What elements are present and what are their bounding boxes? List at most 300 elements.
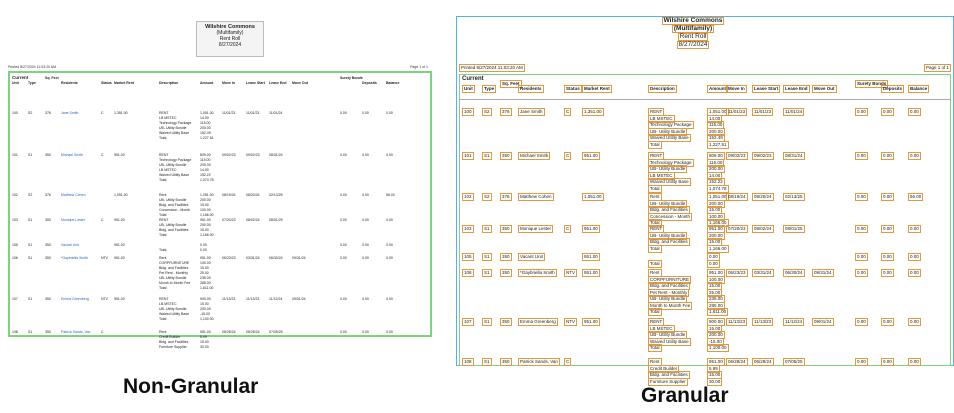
cell-deposits: 0.00 [883, 270, 892, 275]
amount-text: 200.00 [709, 128, 723, 134]
cell-lease-end: 02/13/25 [269, 193, 283, 197]
cell-lease-start: 08/02/24 [246, 218, 260, 222]
cell-move-in: 07/20/23 [728, 226, 746, 231]
charge-text: RENT [159, 111, 169, 115]
column-header: Residents [61, 81, 78, 85]
cell-sqft: 350 [45, 297, 51, 301]
amount-text: 200.00 [200, 198, 211, 202]
charge-text: RENT [650, 109, 663, 114]
column-header: Amount [200, 81, 214, 85]
charge-description [159, 345, 188, 350]
charge-descriptions [648, 318, 691, 351]
charge-text: RENT [650, 319, 663, 324]
report-header [196, 21, 264, 57]
cell-type: S1 [484, 359, 490, 364]
charge-description [159, 233, 188, 238]
cell-deposits: 0.00 [883, 254, 892, 259]
amount-text: 152.49 [709, 135, 723, 140]
cell-unit: 108 [464, 359, 472, 364]
charge-amounts [200, 111, 214, 141]
charge-text: Credit Builder [650, 365, 678, 371]
charge-text: Technology Package [650, 122, 692, 127]
cell-market: 1,051.00 [584, 194, 602, 199]
charge-text: Total [159, 317, 167, 321]
cell-status: C [566, 359, 570, 364]
charge-descriptions [648, 152, 694, 191]
cell-resident: Jane Smith [520, 109, 543, 114]
charge-text: UB- Utility Bundle [650, 232, 686, 238]
amount-text: 951.00 [200, 256, 211, 260]
charge-text: RENT [159, 153, 169, 157]
cell-move-in: 11/13/23 [222, 297, 236, 301]
cell-balance: 0.00 [910, 359, 919, 364]
charge-text: Waived Utility Base [159, 173, 190, 177]
cell-unit: 106 [12, 256, 18, 260]
report-title: Wilshire Commons [205, 24, 255, 30]
charge-amounts [707, 253, 720, 266]
cell-status: NTV [566, 270, 575, 275]
cell-sqft: 350 [45, 218, 51, 222]
charge-amount [200, 345, 211, 350]
charge-text: Pet Rent - Monthly [650, 289, 688, 295]
header-divider [460, 99, 950, 100]
cell-type: S1 [28, 153, 33, 157]
amount-text: 25.00 [200, 271, 209, 275]
cell-move-out: 09/31/24 [814, 270, 832, 275]
cell-type: S2 [28, 111, 33, 115]
amount-text: 951.00 [709, 270, 723, 275]
cell-sqft: 376 [45, 111, 51, 115]
amount-text: 0.00 [200, 248, 207, 252]
amount-text: 152.22 [200, 173, 211, 177]
cell-type: S1 [28, 256, 33, 260]
cell-resident: Michael Smith [61, 153, 83, 157]
charge-descriptions [648, 108, 694, 147]
column-header: Balance [386, 81, 400, 85]
column-header: Unit [12, 81, 19, 85]
cell-lease-start: 11/13/23 [754, 319, 772, 324]
cell-balance: 0.00 [910, 319, 919, 324]
cell-deposits: 0.00 [362, 193, 369, 197]
cell-lease-end: 08/31/24 [269, 153, 283, 157]
amount-text: 200.00 [709, 232, 723, 238]
charge-text: UB- Utility Bundle [650, 166, 686, 171]
charge-text: RENT [159, 297, 169, 301]
charge-text: Furniture Supplier [159, 345, 187, 349]
right-caption: Granular [641, 384, 729, 407]
cell-type: S1 [28, 330, 33, 334]
amount-text: 1,611.00 [200, 286, 214, 290]
charge-text: Total [650, 260, 660, 266]
charge-text: UB- Utility Bundle [159, 163, 187, 167]
charge-text: LB MSTEC [650, 115, 673, 121]
cell-surety: 0.00 [857, 109, 866, 114]
charge-text: UB- Utility Bundle [159, 223, 187, 227]
cell-move-out: 09/01/24 [292, 297, 306, 301]
column-header: Sq. Feet [45, 76, 59, 80]
amount-text: 1,227.51 [709, 141, 727, 147]
amount-text: 1,166.00 [200, 233, 214, 237]
amount-text: 5.99 [200, 335, 207, 339]
cell-move-in: 06/28/24 [222, 330, 236, 334]
amount-text: 285.00 [709, 302, 723, 308]
amount-text: 100.00 [200, 208, 211, 212]
cell-balance: 56.00 [386, 193, 395, 197]
column-header: Status [101, 81, 112, 85]
cell-sqft: 350 [502, 270, 510, 275]
column-header: Type [484, 86, 495, 91]
cell-balance: 0.00 [910, 226, 919, 231]
cell-market: 951.00 [114, 218, 125, 222]
column-header: Market Rent [584, 86, 610, 91]
charge-amounts [707, 358, 725, 384]
charge-text: Total [650, 185, 660, 191]
cell-balance: 0.00 [910, 254, 919, 259]
report-name: Rent Roll [219, 36, 241, 42]
cell-balance: 0.00 [386, 153, 393, 157]
amount-text: 200.00 [709, 332, 723, 337]
cell-lease-start: 09/02/23 [754, 153, 772, 158]
amount-text: 1,074.78 [709, 185, 727, 191]
amount-text: 15.00 [200, 266, 209, 270]
cell-sqft: 350 [45, 153, 51, 157]
charge-descriptions [648, 225, 690, 251]
charge-amount [707, 185, 729, 192]
cell-resident: *Gaybriella Smith [520, 270, 555, 275]
charge-text: Pet Rent - Monthly [159, 271, 188, 275]
charge-text: Credit Builder [159, 335, 181, 339]
cell-lease-end: 11/12/24 [785, 319, 803, 324]
charge-text: Furniture Supplier [650, 378, 686, 384]
cell-type: S1 [484, 319, 490, 324]
non-granular-report [8, 18, 432, 349]
charge-amount [200, 248, 207, 253]
column-header: Lease Start [246, 81, 265, 85]
report-title: Wilshire Commons [663, 17, 723, 24]
cell-lease-end: 08/01/25 [269, 218, 283, 222]
amount-text: 1,166.00 [709, 220, 727, 225]
charge-text: UB- Utility Bundle [159, 126, 187, 130]
charge-text: Bldg. and Facilities [650, 239, 688, 244]
cell-market: 1,351.00 [114, 111, 128, 115]
charge-text: Rent [159, 256, 167, 260]
charge-amounts [200, 243, 207, 253]
charge-text: Total [159, 213, 167, 217]
charge-descriptions [159, 111, 191, 141]
charge-text: LB MSTEC [159, 168, 177, 172]
cell-move-in: 06/23/23 [222, 256, 236, 260]
cell-move-in: 07/20/23 [222, 218, 236, 222]
cell-market: 951.00 [584, 226, 598, 231]
charge-descriptions [648, 358, 690, 384]
cell-type: S2 [484, 194, 490, 199]
cell-market: 951.00 [584, 254, 598, 259]
charge-text: Bldg. and Facilities [159, 266, 189, 270]
amount-text: 25.00 [709, 289, 721, 295]
amount-text: 1,051.00 [200, 111, 214, 115]
column-header: Type [28, 81, 36, 85]
amount-text: 0.00 [200, 243, 207, 247]
charge-text: Month to Month Fee [159, 281, 191, 285]
cell-type: S1 [484, 254, 490, 259]
charge-descriptions [159, 218, 188, 238]
charge-descriptions [159, 153, 191, 183]
cell-market: 951.00 [114, 153, 125, 157]
cell-move-in: 08/19/24 [222, 193, 236, 197]
charge-amounts [200, 193, 214, 218]
cell-unit: 101 [12, 153, 18, 157]
column-header: Lease Start [754, 86, 779, 91]
charge-amount [200, 178, 214, 183]
page-indicator: Page 1 of 1 [925, 65, 949, 70]
charge-text: Total [159, 233, 167, 237]
cell-lease-start: 06/28/24 [754, 359, 772, 364]
charge-text: Waived Utility Base [159, 312, 190, 316]
cell-lease-end: 07/05/25 [269, 330, 283, 334]
amount-text: 100.00 [709, 213, 723, 219]
charge-text: UB- Utility Bundle [650, 332, 686, 337]
amount-text: 115.00 [709, 122, 723, 127]
amount-text: 30.00 [709, 378, 721, 384]
charge-description [159, 178, 191, 183]
charge-text: UB- Utility Bundle [159, 307, 187, 311]
amount-text: 14.00 [200, 116, 209, 120]
charge-text: Technology Package [650, 159, 692, 165]
cell-unit: 107 [464, 319, 472, 324]
section-label: Current [12, 75, 29, 80]
charge-text: Waived Utility Base [650, 338, 689, 344]
amount-text: 115.00 [709, 159, 723, 165]
cell-status: C [101, 330, 104, 334]
charge-amount [707, 344, 729, 351]
charge-amount [200, 233, 214, 238]
amount-text: 809.00 [709, 153, 723, 158]
cell-deposits: 0.00 [883, 194, 892, 199]
charge-description [159, 136, 191, 141]
cell-market: 951.00 [584, 319, 598, 324]
cell-lease-end: 07/05/25 [785, 359, 803, 364]
cell-status: C [101, 153, 104, 157]
report-name: Rent Roll [679, 33, 707, 40]
charge-text: Total [159, 178, 167, 182]
column-header: Sq. Feet [502, 81, 520, 86]
amount-text: -15.00 [200, 312, 210, 316]
cell-lease-start: 09/02/23 [246, 153, 260, 157]
charge-text: RENT [650, 153, 663, 158]
cell-deposits: 0.00 [362, 243, 369, 247]
amount-text: 15.00 [200, 340, 209, 344]
amount-text: 1,051.00 [709, 109, 727, 114]
column-header: Amount [709, 86, 726, 91]
column-header: Deposits [362, 81, 377, 85]
charge-text: Rent [650, 194, 660, 199]
amount-text: 15.00 [709, 372, 721, 377]
cell-balance: 0.00 [910, 109, 919, 114]
cell-surety: 0.00 [857, 359, 866, 364]
charge-text: LB MSTEC [159, 116, 177, 120]
charge-text: Concession - Month [650, 213, 691, 219]
cell-surety: 0.00 [857, 254, 866, 259]
column-header: Move In [222, 81, 236, 85]
amount-text: 951.00 [709, 226, 723, 231]
amount-text: 285.00 [200, 281, 211, 285]
amount-text: 951.00 [200, 218, 211, 222]
cell-deposits: 0.00 [362, 297, 369, 301]
cell-type: S1 [28, 243, 33, 247]
cell-type: S1 [484, 226, 490, 231]
cell-resident: Monique Lester [520, 226, 552, 231]
cell-surety: 0.00 [340, 111, 347, 115]
column-header: Move In [728, 86, 745, 91]
cell-move-out: 09/31/24 [292, 256, 306, 260]
cell-status: C [566, 153, 570, 158]
charge-text: Waived Utility Base [650, 179, 689, 184]
cell-resident: Jane Smith [61, 111, 79, 115]
charge-text: Rent [650, 270, 660, 275]
amount-text: 200.00 [709, 200, 723, 206]
cell-move-in: 08/19/24 [728, 194, 746, 199]
amount-text: 0.00 [709, 254, 718, 259]
cell-market: 1,051.00 [114, 193, 128, 197]
cell-deposits: 0.00 [883, 226, 892, 231]
amount-text: 1,166.00 [200, 213, 214, 217]
cell-lease-end: 06/30/24 [269, 256, 283, 260]
cell-type: S1 [28, 297, 33, 301]
cell-unit: 103 [464, 226, 472, 231]
charge-text: RENT [650, 226, 663, 231]
cell-deposits: 0.00 [883, 359, 892, 364]
charge-description [648, 260, 662, 267]
charge-text: CORPFURNITURE [159, 261, 190, 265]
cell-lease-end: 11/12/24 [269, 297, 283, 301]
cell-lease-start: 11/01/23 [246, 111, 260, 115]
cell-surety: 0.00 [857, 194, 866, 199]
cell-market: 951.00 [584, 270, 598, 275]
cell-surety: 0.00 [857, 319, 866, 324]
charge-text: Rent [650, 359, 660, 364]
cell-market: 951.00 [114, 256, 125, 260]
report-subtitle: (Multifamily) [673, 25, 713, 32]
cell-resident: Matthew Cohen [61, 193, 86, 197]
column-header: Lease End [269, 81, 287, 85]
cell-resident: Emma Greenberg [520, 319, 556, 324]
cell-resident: Matthew Cohen [520, 194, 552, 199]
charge-text: UB- Utility Bundle [650, 200, 686, 206]
charge-amounts [707, 269, 728, 315]
granular-report [456, 16, 954, 384]
cell-surety: 0.00 [857, 153, 866, 158]
charge-text: UB- Utility Bundle [159, 276, 187, 280]
column-header: Description [159, 81, 179, 85]
cell-unit: 107 [12, 297, 18, 301]
charge-descriptions [159, 256, 190, 291]
cell-lease-start: 11/01/23 [754, 109, 772, 114]
cell-balance: 0.00 [386, 330, 393, 334]
charge-amount [200, 286, 213, 291]
amount-text: 30.00 [200, 345, 209, 349]
amount-text: 15.00 [709, 283, 721, 288]
amount-text: 900.00 [709, 319, 723, 324]
cell-sqft: 350 [45, 256, 51, 260]
cell-unit: 103 [12, 218, 18, 222]
cell-lease-end: 11/01/24 [269, 111, 283, 115]
amount-text: 809.00 [200, 153, 211, 157]
charge-amount [707, 260, 720, 267]
page-indicator: Page 1 of 1 [410, 65, 428, 69]
cell-move-out: 09/01/24 [814, 319, 832, 324]
charge-amount [200, 136, 214, 141]
charge-amounts [200, 297, 214, 322]
cell-surety: 0.00 [340, 256, 347, 260]
cell-sqft: 376 [502, 109, 510, 114]
cell-resident: Monique Lester [61, 218, 86, 222]
cell-type: S2 [28, 193, 33, 197]
cell-deposits: 0.00 [362, 153, 369, 157]
charge-text: Bldg. and Facilities [650, 372, 688, 377]
charge-text: CORPFURNITURE [650, 276, 689, 282]
cell-market: 951.00 [114, 297, 125, 301]
cell-unit: 100 [12, 111, 18, 115]
amount-text: 1,051.00 [709, 194, 727, 199]
charge-text: RENT [159, 218, 169, 222]
amount-text: 200.00 [709, 166, 723, 171]
cell-balance: 0.00 [386, 111, 393, 115]
cell-surety: 0.00 [857, 226, 866, 231]
cell-surety: 0.00 [340, 243, 347, 247]
cell-deposits: 0.00 [362, 256, 369, 260]
cell-surety: 0.00 [340, 153, 347, 157]
cell-resident: Patrick Sands, Van [61, 330, 91, 334]
cell-sqft: 350 [502, 153, 510, 158]
column-header: Lease End [785, 86, 808, 91]
column-header: Surety Bonds [857, 81, 887, 86]
amount-text: 200.00 [200, 223, 211, 227]
cell-market: 1,351.00 [584, 109, 602, 114]
charge-text: Technology Package [159, 121, 192, 125]
charge-text: Total [159, 286, 167, 290]
table-frame [459, 74, 951, 384]
cell-lease-start: 03/31/24 [246, 256, 260, 260]
cell-type: S2 [484, 109, 490, 114]
charge-description [159, 286, 190, 291]
cell-unit: 102 [12, 193, 18, 197]
amount-text: 200.00 [200, 126, 211, 130]
cell-move-in: 09/02/23 [222, 153, 236, 157]
amount-text: 1,227.51 [200, 136, 214, 140]
cell-deposits: 0.00 [362, 218, 369, 222]
cell-deposits: 0.00 [883, 319, 892, 324]
charge-text: Total [650, 220, 660, 225]
charge-text: Total [650, 309, 660, 314]
cell-move-in: 11/01/23 [222, 111, 236, 115]
charge-amount [707, 245, 729, 252]
cell-status: NTV [101, 256, 108, 260]
cell-type: S1 [484, 153, 490, 158]
amount-text: 1,100.00 [709, 345, 727, 350]
cell-balance: 0.00 [386, 297, 393, 301]
charge-text: Total [650, 345, 660, 350]
charge-descriptions [159, 297, 189, 322]
column-header: Market Rent [114, 81, 135, 85]
printed-stamp: Printed 8/27/2024 11:03:20 AM [8, 65, 56, 69]
charge-text: Waived Utility Base [650, 135, 689, 140]
column-header: Status [566, 86, 580, 91]
report-date: 8/27/2024 [678, 41, 708, 48]
amount-text: 1,074.78 [200, 178, 214, 182]
charge-descriptions [159, 243, 166, 253]
cell-move-in: 06/28/24 [728, 359, 746, 364]
charge-amount [707, 141, 729, 148]
